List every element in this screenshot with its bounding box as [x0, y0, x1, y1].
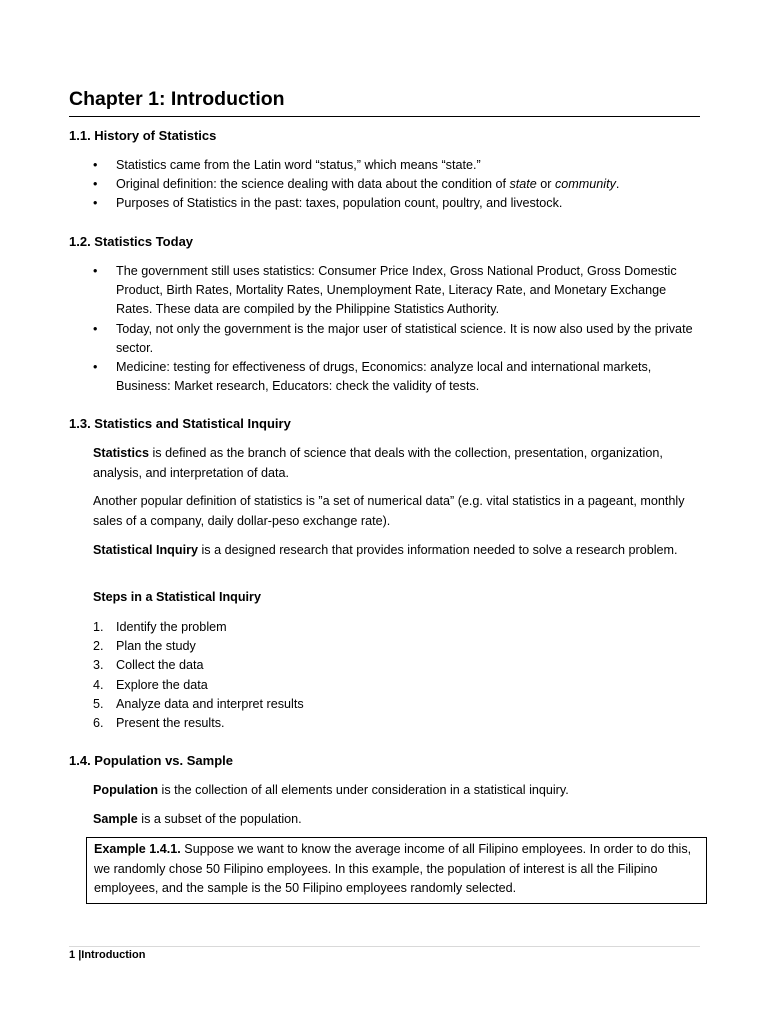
step-number: 3.	[93, 658, 104, 673]
bullet-text: Original definition: the science dealing with data about the condition of	[116, 177, 510, 192]
list-item	[93, 156, 705, 175]
section-heading-inquiry: 1.3. Statistics and Statistical Inquiry	[69, 416, 291, 431]
list-item	[93, 320, 705, 358]
inquiry-definition	[93, 541, 705, 561]
bullet-text: or	[536, 177, 555, 192]
emphasis-community: community	[554, 177, 616, 192]
chapter-title: Chapter 1: Introduction	[69, 88, 700, 117]
list-item	[93, 676, 693, 695]
sample-definition	[93, 810, 705, 830]
steps-list	[93, 618, 693, 733]
step-number: 4.	[93, 677, 104, 692]
section-heading-today: 1.2. Statistics Today	[69, 234, 194, 249]
list-item	[93, 695, 693, 714]
example-text: Suppose we want to know the average income of all Filipino employees. In order to do this, we randomly chose 50 Filipino employees. In this example, the population of interest is all the Filipino employees, and the sample is the 50 Filipino employees randomly selected.	[94, 842, 692, 895]
step-text: Analyze data and interpret results	[116, 696, 304, 711]
list-item	[93, 175, 705, 194]
example-label: Example 1.4.1.	[94, 842, 181, 856]
bullet-text: Statistics came from the Latin word “status,” which means “state.”	[116, 158, 481, 172]
definition-text: is a subset of the population.	[137, 812, 302, 826]
history-bullet-list	[93, 156, 705, 214]
step-number: 2.	[93, 639, 104, 654]
steps-heading: Steps in a Statistical Inquiry	[93, 590, 261, 604]
section-heading-history: 1.1. History of Statistics	[69, 128, 217, 143]
footer-separator: |	[78, 949, 82, 961]
step-number: 6.	[93, 716, 104, 731]
footer-label: Introduction	[81, 949, 146, 961]
term-population: Population	[93, 783, 159, 797]
definition-text: is defined as the branch of science that deals with the collection, presentation, organization, analysis, and interpretation of data.	[93, 446, 663, 480]
step-text: Explore the data	[116, 677, 208, 692]
step-text: Plan the study	[116, 639, 196, 654]
step-number: 1.	[93, 620, 104, 634]
footer-divider	[69, 946, 700, 947]
term-statistical-inquiry: Statistical Inquiry	[93, 543, 198, 557]
bullet-text: Purposes of Statistics in the past: taxes, population count, poultry, and livestock.	[116, 196, 563, 211]
step-number: 5.	[93, 696, 104, 711]
term-sample: Sample	[93, 812, 138, 826]
bullet-text: The government still uses statistics: Consumer Price Index, Gross National Product, Gross Domestic Product, Birth Rates, Mortality Rates, Unemployment Rate, Literacy Rate, and Monetary Exchange Rates. These data are compiled by the Philippine Statistics Authority.	[116, 264, 677, 317]
section-heading-population: 1.4. Population vs. Sample	[69, 753, 233, 768]
bullet-text: Medicine: testing for effectiveness of drugs, Economics: analyze local and international markets, Business: Market research, Educators: check the validity of tests.	[116, 360, 652, 394]
example-box	[86, 837, 707, 904]
list-item	[93, 618, 693, 637]
step-text: Identify the problem	[116, 620, 227, 634]
list-item	[93, 262, 705, 320]
statistics-definition	[93, 444, 705, 483]
step-text: Collect the data	[116, 658, 204, 673]
bullet-text: .	[615, 177, 620, 192]
step-text: Present the results.	[116, 716, 225, 731]
list-item	[93, 194, 705, 213]
list-item	[93, 637, 693, 656]
definition-text: is a designed research that provides information needed to solve a research problem.	[197, 543, 678, 557]
list-item	[93, 714, 693, 733]
list-item	[93, 656, 693, 675]
page-number: 1	[69, 949, 76, 961]
population-definition	[93, 781, 705, 801]
emphasis-state: state	[509, 177, 537, 192]
bullet-text: Today, not only the government is the major user of statistical science. It is now also used by the private sector.	[116, 321, 693, 355]
today-bullet-list	[93, 262, 705, 396]
popular-definition: Another popular definition of statistics is ”a set of numerical data” (e.g. vital statistics in a pageant, monthly sales of a company, daily dollar-peso exchange rate).	[93, 494, 685, 528]
definition-text: is the collection of all elements under consideration in a statistical inquiry.	[158, 783, 569, 797]
term-statistics: Statistics	[93, 446, 149, 460]
list-item	[93, 358, 705, 396]
page-footer	[69, 949, 145, 961]
